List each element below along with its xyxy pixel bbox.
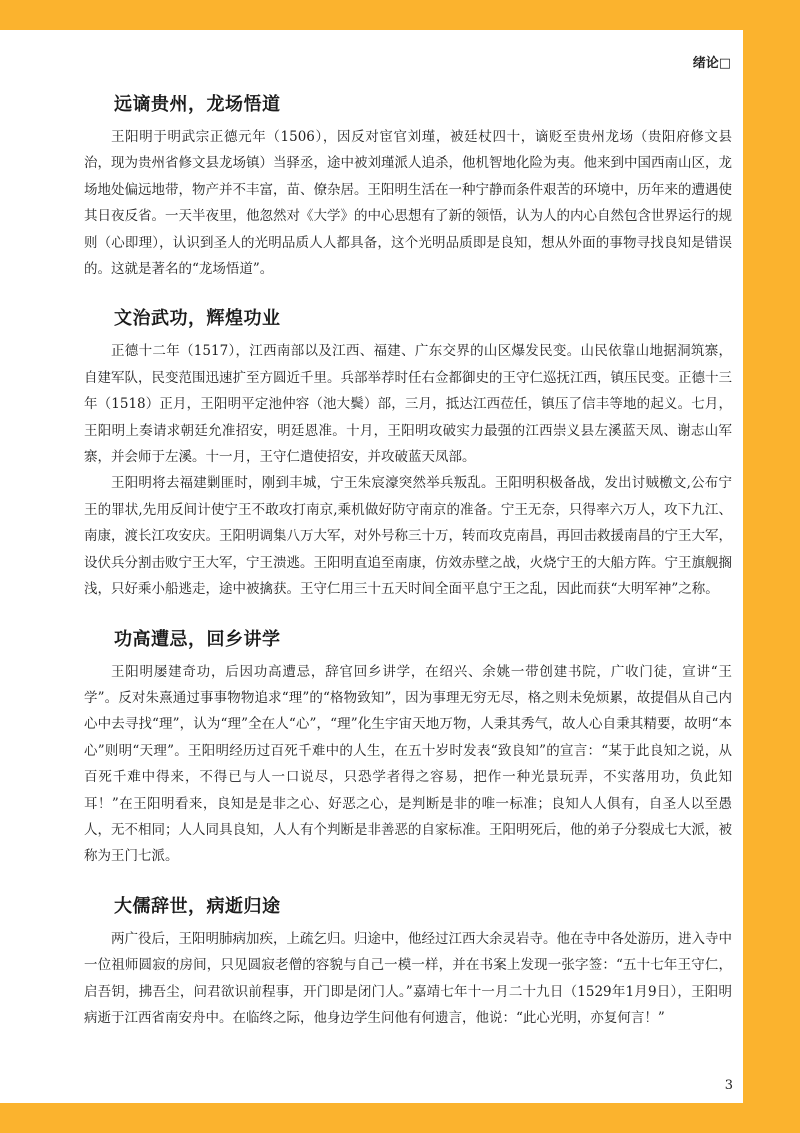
paragraph: 王阳明屡建奇功，后因功高遭忌，辞官回乡讲学，在绍兴、余姚一带创建书院，广收门徒，宣讲“王学”。反对朱熹通过事事物物追求“理”的“格物致知”，因为事理无穷无尽，格之则未免烦累，故提倡从自己内心中去寻找“理”，认为“理”全在人“心”，“理”化生宇宙天地万物，人秉其秀气，故人心自秉其精要，故明“本心”则明“天理”。王阳明经历过百死千难中的人生，在五十岁时发表“致良知”的宣言：“某于此良知之说，从百死千难中得来，不得已与人一口说尽，只恐学者得之容易，把作一种光景玩弄，不实落用功，负此知耳！”在王阳明看来，良知是是非之心、好恶之心，是判断是非的唯一标准；良知人人俱有，自圣人以至愚人，无不相同；人人同具良知，人人有个判断是非善恶的自家标准。王阳明死后，他的弟子分裂成七大派，被称为王门七派。 xyxy=(84,663,732,865)
section-longchang xyxy=(84,90,732,282)
section-death xyxy=(84,892,732,1032)
paragraph: 正德十二年（1517），江西南部以及江西、福建、广东交界的山区爆发民变。山民依靠山地据洞筑寨，自建军队，民变范围迅速扩至方圆近千里。兵部举荐时任右佥都御史的王守仁巡抚江西，镇压民变。正德十三年（1518）正月，王阳明平定池仲容（池大鬓）部，三月，抵达江西莅任，镇压了信丰等地的起义。七月，王阳明上奏请求朝廷允准招安，明廷恩准。十月，王阳明攻破实力最强的江西崇义县左溪蓝天凤、谢志山军寨，并会师于左溪。十一月，王守仁遣使招安，并攻破蓝天凤部。 xyxy=(84,343,732,466)
article-body xyxy=(84,90,732,1053)
section-lecturing xyxy=(84,625,732,870)
chapter-header: 绪论□ xyxy=(692,56,731,71)
page xyxy=(0,30,743,1103)
paragraph: 两广役后，王阳明肺病加疾，上疏乞归。归途中，他经过江西大余灵岩寺。他在寺中各处游历，进入寺中一位祖师圆寂的房间，只见圆寂老僧的容貌与自己一模一样，并在书案上发现一张字签：“五十七年王守仁，启吾钥，拂吾尘，问君欲识前程事，开门即是闭门人。”嘉靖七年十一月二十九日（1529年1月9日），王阳明病逝于江西省南安舟中。在临终之际，他身边学生问他有何遗言，他说：“此心光明，亦复何言！” xyxy=(84,930,732,1026)
paragraph: 王阳明将去福建剿匪时，刚到丰城，宁王朱宸濠突然举兵叛乱。王阳明积极备战，发出讨贼檄文,公布宁王的罪状,先用反间计使宁王不敢攻打南京,乘机做好防守南京的准备。宁王无奈，只得率六万人，攻下九江、南康，渡长江攻安庆。王阳明调集八万大军，对外号称三十万，转而攻克南昌，再回击救援南昌的宁王大军，设伏兵分割击败宁王大军，宁王溃逃。王阳明直追至南康，仿效赤壁之战，火烧宁王的大船方阵。宁王旗舰搁浅，只好乘小船逃走，途中被擒获。王守仁用三十五天时间全面平息宁王之乱，因此而获“大明军神”之称。 xyxy=(84,475,732,598)
page-number: 3 xyxy=(724,1078,733,1093)
section-military-achievements xyxy=(84,304,732,602)
section-title: 文治武功，辉煌功业 xyxy=(114,308,281,330)
section-title: 功高遭忌，回乡讲学 xyxy=(114,628,281,650)
section-title: 大儒辞世，病逝归途 xyxy=(114,895,281,917)
paragraph: 王阳明于明武宗正德元年（1506），因反对宦官刘瑾，被廷杖四十，谪贬至贵州龙场（贵阳府修文县治，现为贵州省修文县龙场镇）当驿丞，途中被刘瑾派人追杀，他机智地化险为夷。他来到中国西南山区，龙场地处偏远地带，物产并不丰富，苗、僚杂居。王阳明生活在一种宁静而条件艰苦的环境中，历年来的遭遇使其日夜反省。一天半夜里，他忽然对《大学》的中心思想有了新的领悟，认为人的内心自然包含世界运行的规则（心即理），认识到圣人的光明品质人人都具备，这个光明品质即是良知，想从外面的事物寻找良知是错误的。这就是著名的“龙场悟道”。 xyxy=(84,129,732,278)
section-title: 远谪贵州，龙场悟道 xyxy=(114,94,281,115)
